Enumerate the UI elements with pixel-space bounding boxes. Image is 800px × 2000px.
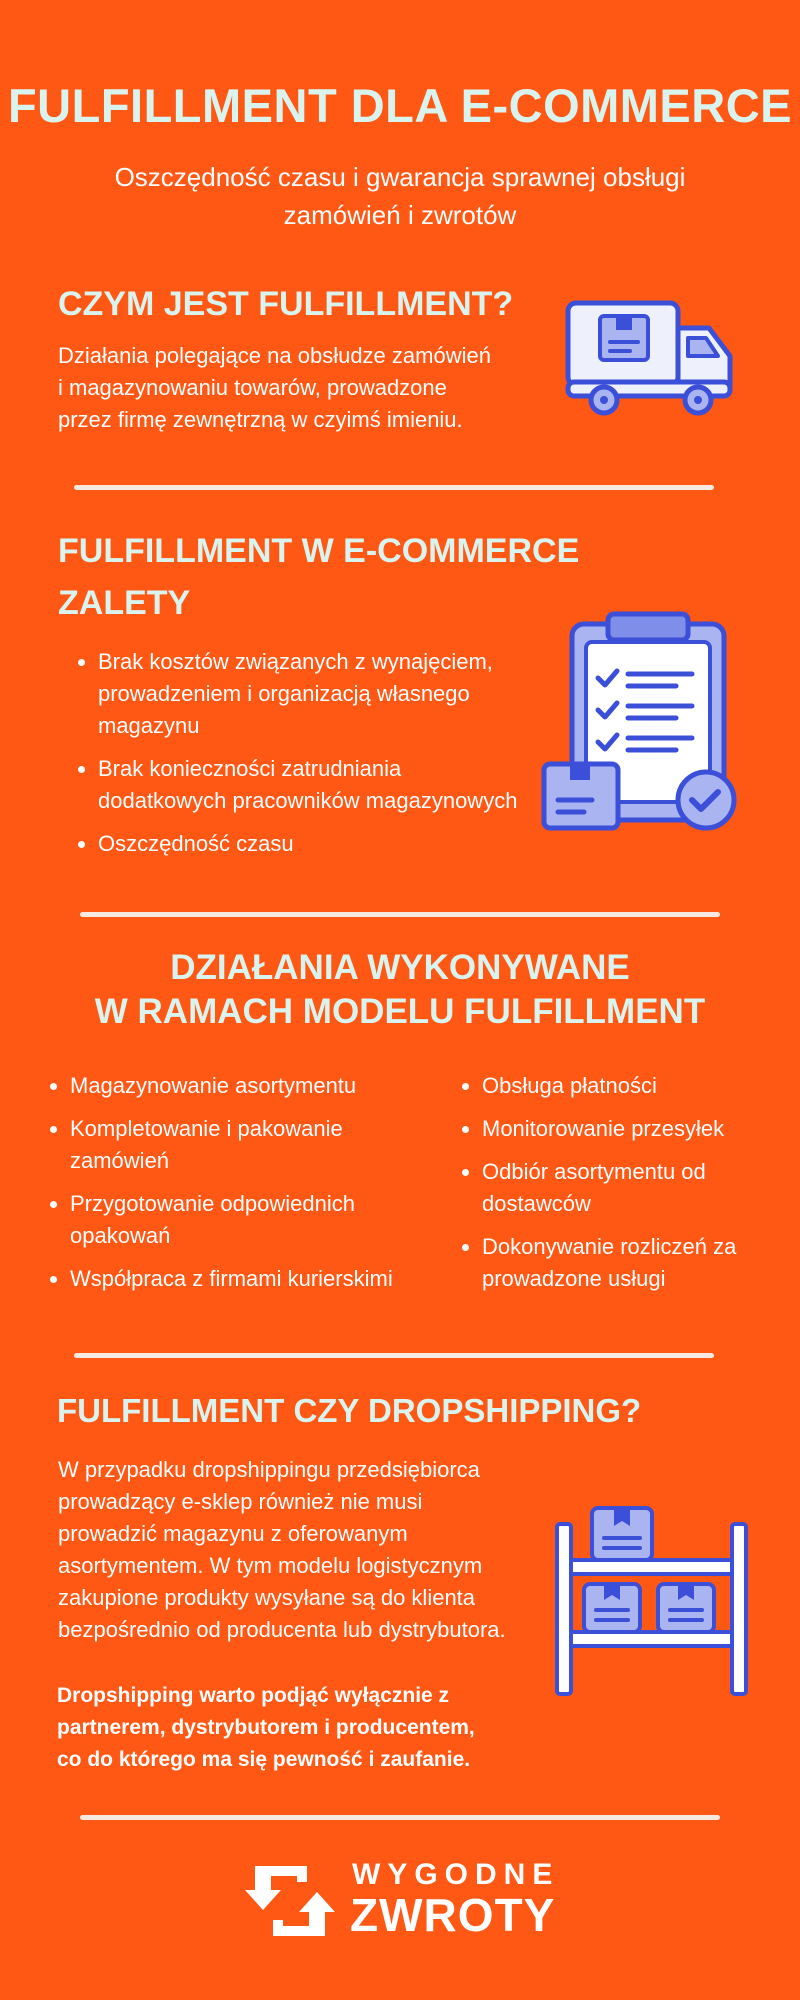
description-line: W przypadku dropshippingu przedsiębiorca [58, 1457, 480, 1482]
list-item: • Magazynowanie asortymentu [70, 1070, 422, 1102]
description-line: asortymentem. W tym modelu logistycznym [58, 1553, 483, 1578]
page-title: FULFILLMENT DLA E-COMMERCE [7, 79, 793, 132]
section-heading-advantages [58, 525, 579, 629]
description-line: Działania polegające na obsłudze zamówień [58, 343, 491, 368]
heading-line: FULFILLMENT W E-COMMERCE [58, 532, 580, 570]
logo-wordmark-bottom: ZWROTY [350, 1889, 556, 1941]
description-line: przez firmę zewnętrzną w czyimś imieniu. [58, 407, 463, 432]
heading-line: W RAMACH MODELU FULFILLMENT [94, 992, 706, 1031]
section-divider [80, 912, 720, 917]
list-item: • Kompletowanie i pakowanie zamówień [70, 1113, 422, 1177]
section-heading-dropshipping: FULFILLMENT CZY DROPSHIPPING? [57, 1392, 642, 1429]
section-divider [74, 485, 714, 490]
list-item: • Oszczędność czasu [98, 828, 530, 860]
subtitle-line: zamówień i zwrotów [283, 200, 517, 230]
section-divider [74, 1353, 714, 1358]
page-subtitle [60, 158, 740, 234]
heading-line: ZALETY [58, 584, 191, 622]
dropshipping-description [58, 1454, 578, 1646]
section-heading-activities [0, 946, 800, 1034]
section-heading-what-is: CZYM JEST FULFILLMENT? [58, 285, 514, 323]
description-line: i magazynowaniu towarów, prowadzone [58, 375, 447, 400]
warehouse-shelf-icon [552, 1500, 752, 1700]
activities-list-left [32, 1070, 422, 1306]
list-item: • Brak kosztów związanych z wynajęciem, prowadzeniem i organizacją własnego magazynu [98, 646, 530, 742]
delivery-truck-icon [564, 298, 738, 418]
heading-line: DZIAŁANIA WYKONYWANE [170, 948, 630, 987]
note-line: Dropshipping warto podjąć wyłącznie z [57, 1684, 450, 1707]
clipboard-checklist-icon [540, 610, 740, 835]
list-item: • Obsługa płatności [482, 1070, 764, 1102]
note-line: co do którego ma się pewność i zaufanie. [57, 1748, 471, 1771]
note-line: partnerem, dystrybutorem i producentem, [57, 1716, 475, 1739]
list-item: • Współpraca z firmami kurierskimi [70, 1263, 422, 1295]
subtitle-line: Oszczędność czasu i gwarancja sprawnej obsługi [114, 162, 686, 192]
description-line: bezpośrednio od producenta lub dystrybutora. [58, 1617, 506, 1642]
advantages-list [60, 646, 530, 871]
description-line: prowadzący e-sklep również nie musi [58, 1489, 423, 1514]
list-item: • Monitorowanie przesyłek [482, 1113, 764, 1145]
list-item: • Odbiór asortymentu od dostawców [482, 1156, 764, 1220]
list-item: • Dokonywanie rozliczeń za prowadzone usługi [482, 1231, 764, 1295]
description-line: prowadzić magazynu z oferowanym [58, 1521, 408, 1546]
list-item: • Przygotowanie odpowiednich opakowań [70, 1188, 422, 1252]
list-item: • Brak konieczności zatrudniania dodatkowych pracowników magazynowych [98, 753, 530, 817]
logo-wordmark-top: WYGODNE [352, 1858, 560, 1891]
section-divider [80, 1815, 720, 1820]
dropshipping-note [57, 1680, 577, 1776]
section-description [58, 340, 558, 436]
description-line: zakupione produkty wysyłane są do klienta [58, 1585, 476, 1610]
return-arrows-logo-icon [245, 1862, 335, 1940]
activities-list-right [444, 1070, 764, 1306]
